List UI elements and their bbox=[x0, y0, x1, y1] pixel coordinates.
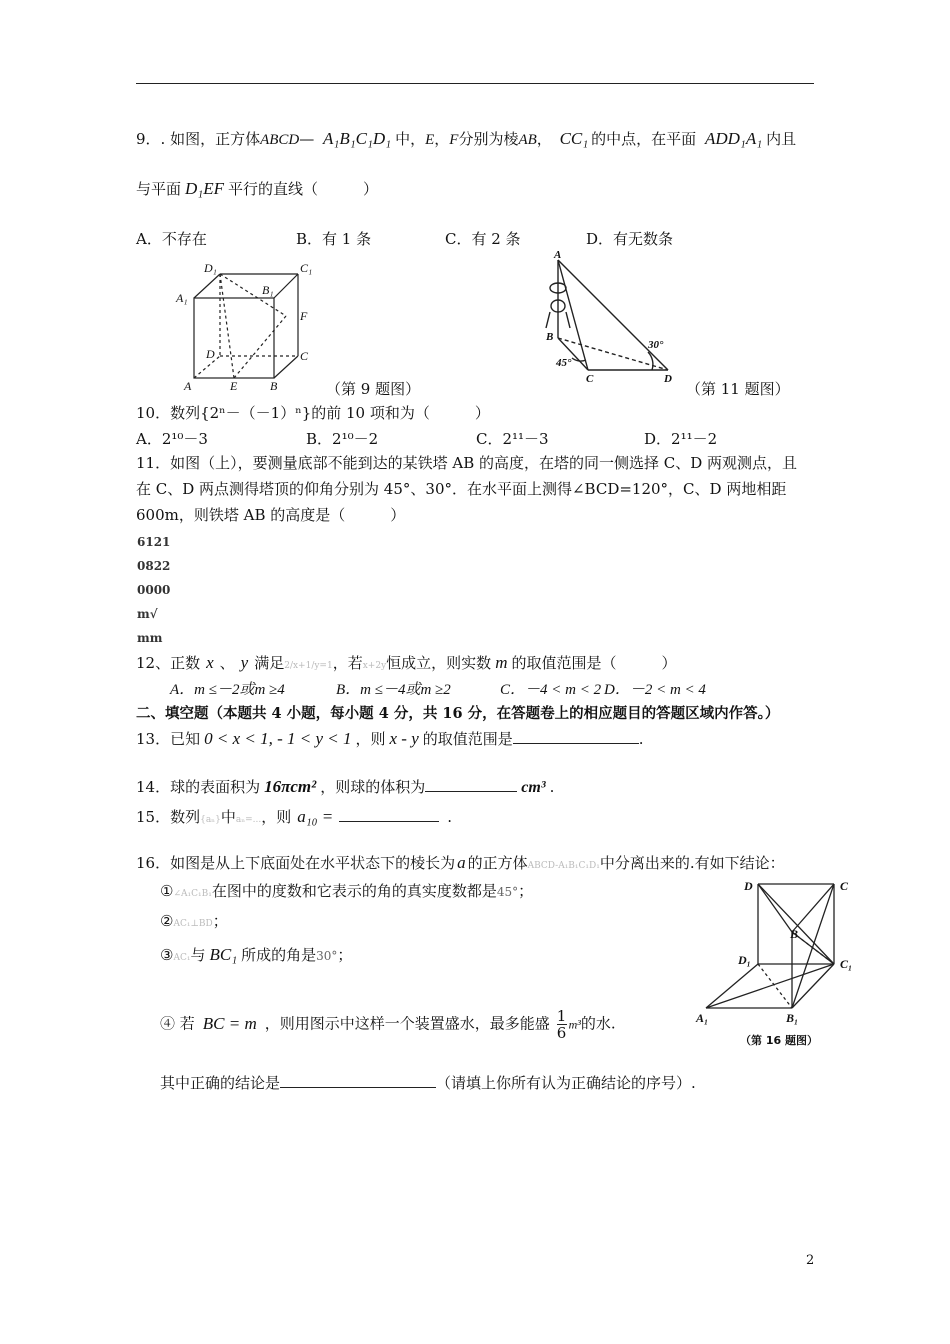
q13-line: 13．已知 0 < x < 1, - 1 < y < 1 ，则 x - y 的取值范围是 . bbox=[136, 729, 644, 748]
q11-line3: 600m，则铁塔 AB 的高度是（ ） bbox=[136, 506, 406, 524]
page-number: 2 bbox=[806, 1253, 815, 1268]
label-c1: C₁ bbox=[300, 261, 313, 275]
label16-d1: D₁ bbox=[738, 953, 751, 967]
label-tower-d: D bbox=[664, 373, 672, 385]
q9-figure-caption: （第 9 题图） bbox=[326, 380, 421, 398]
q10-option-b: B．2¹⁰－2 bbox=[306, 430, 379, 448]
label-e: E bbox=[230, 379, 238, 393]
label16-d: D bbox=[744, 879, 753, 893]
q10-option-a: A．2¹⁰－3 bbox=[136, 430, 208, 448]
q11-figure-caption: （第 11 题图） bbox=[686, 380, 790, 398]
q16-intro: 16．如图是从上下底面处在水平状态下的棱长为 a 的正方体ABCD-A₁B₁C₁D₁中分离出来的.有如下结论： bbox=[136, 853, 785, 872]
q11-line1: 11．如图（上），要测量底部不能到达的某铁塔 AB 的高度，在塔的同一侧选择 C、D 两观测点，且 bbox=[136, 454, 798, 472]
q16-answer-line: 其中正确的结论是 （请填上你所有认为正确结论的序号）. bbox=[160, 1074, 696, 1092]
label-c: C bbox=[300, 349, 309, 363]
label-45: 45° bbox=[556, 357, 572, 369]
q12-line1: 12、正数 x 、 y 满足2/x+1/y=1，若x+2y恒成立，则实数 m 的取值范围是（ ） bbox=[136, 653, 677, 672]
q9-line1: 9．. 如图，正方体ABCD— A₁B₁C₁D₁ 中，E，F分别为棱AB， CC₁ 的中点，在平面 ADD₁A₁ 内且 bbox=[136, 129, 797, 148]
q10-option-d: D．2¹¹－2 bbox=[644, 430, 718, 448]
label-d1: D₁ bbox=[204, 261, 217, 275]
q16-figure-caption: （第 16 题图） bbox=[740, 1034, 818, 1047]
label16-c: C bbox=[840, 879, 849, 893]
label-a: A bbox=[184, 379, 192, 393]
label-b1: B₁ bbox=[262, 283, 274, 297]
section-2-heading: 二、填空题（本题共 4 小题，每小题 4 分，共 16 分，在答题卷上的相应题目的答题区域内作答。） bbox=[136, 705, 780, 722]
q10-text: 10．数列{2ⁿ－（－1）ⁿ}的前 10 项和为（ ） bbox=[136, 404, 490, 422]
q9-option-b: B．有 1 条 bbox=[296, 230, 372, 248]
q9-line2: 与平面 D₁EF 平行的直线（ ） bbox=[136, 179, 378, 198]
label-tower-b: B bbox=[546, 331, 554, 343]
label-30: 30° bbox=[648, 339, 664, 351]
q11-garbled-options: 6121 0822 0000 m√ mm bbox=[137, 535, 171, 645]
q16-conclusion-1: ①∠A₁C₁B₁在图中的度数和它表示的角的真实度数都是45°； bbox=[160, 882, 534, 900]
label16-b1: B₁ bbox=[786, 1011, 799, 1025]
label16-b: B bbox=[790, 927, 799, 941]
q12-option-c: C．－4 < m < 2 bbox=[500, 682, 602, 698]
q9-option-c: C．有 2 条 bbox=[445, 230, 521, 248]
q9-cube-figure bbox=[170, 258, 340, 398]
label-f: F bbox=[300, 309, 308, 323]
q12-option-a: A．m ≤－2或m ≥4 bbox=[170, 682, 285, 698]
label-a1: A₁ bbox=[176, 291, 188, 305]
q12-option-d: D．－2 < m < 4 bbox=[604, 682, 706, 698]
q16-conclusion-4: ④ 若 BC = m ，则用图示中这样一个装置盛水，最多能盛 $\frac{1}{6}$ m³的水. bbox=[160, 1007, 616, 1042]
header-rule bbox=[136, 83, 814, 84]
q9-option-d: D．有无数条 bbox=[586, 230, 674, 248]
q16-conclusion-3: ③AC₁与 BC₁ 所成的角是30°； bbox=[160, 945, 353, 964]
label16-c1: C₁ bbox=[840, 957, 853, 971]
label-tower-a: A bbox=[554, 249, 562, 261]
q10-option-c: C．2¹¹－3 bbox=[476, 430, 549, 448]
label-d: D bbox=[206, 347, 215, 361]
q9-option-a: A．不存在 bbox=[136, 230, 207, 248]
label16-a1: A₁ bbox=[696, 1011, 709, 1025]
q14-line: 14．球的表面积为 16πcm² ，则球的体积为 cm³ . bbox=[136, 777, 555, 796]
q16-conclusion-2: ②AC₁⊥BD； bbox=[160, 912, 228, 930]
q11-line2: 在 C、D 两点测得塔顶的仰角分别为 45°、30°．在水平面上测得∠BCD=120°，C、D 两地相距 bbox=[136, 480, 787, 498]
label-tower-c: C bbox=[586, 373, 594, 385]
q11-tower-figure bbox=[528, 248, 688, 394]
q16-figure bbox=[694, 872, 870, 1052]
q12-option-b: B．m ≤－4或m ≥2 bbox=[336, 682, 451, 698]
q15-line: 15．数列{aₙ}中aₙ=...，则 a₁₀ = . bbox=[136, 807, 453, 826]
label-b: B bbox=[270, 379, 278, 393]
